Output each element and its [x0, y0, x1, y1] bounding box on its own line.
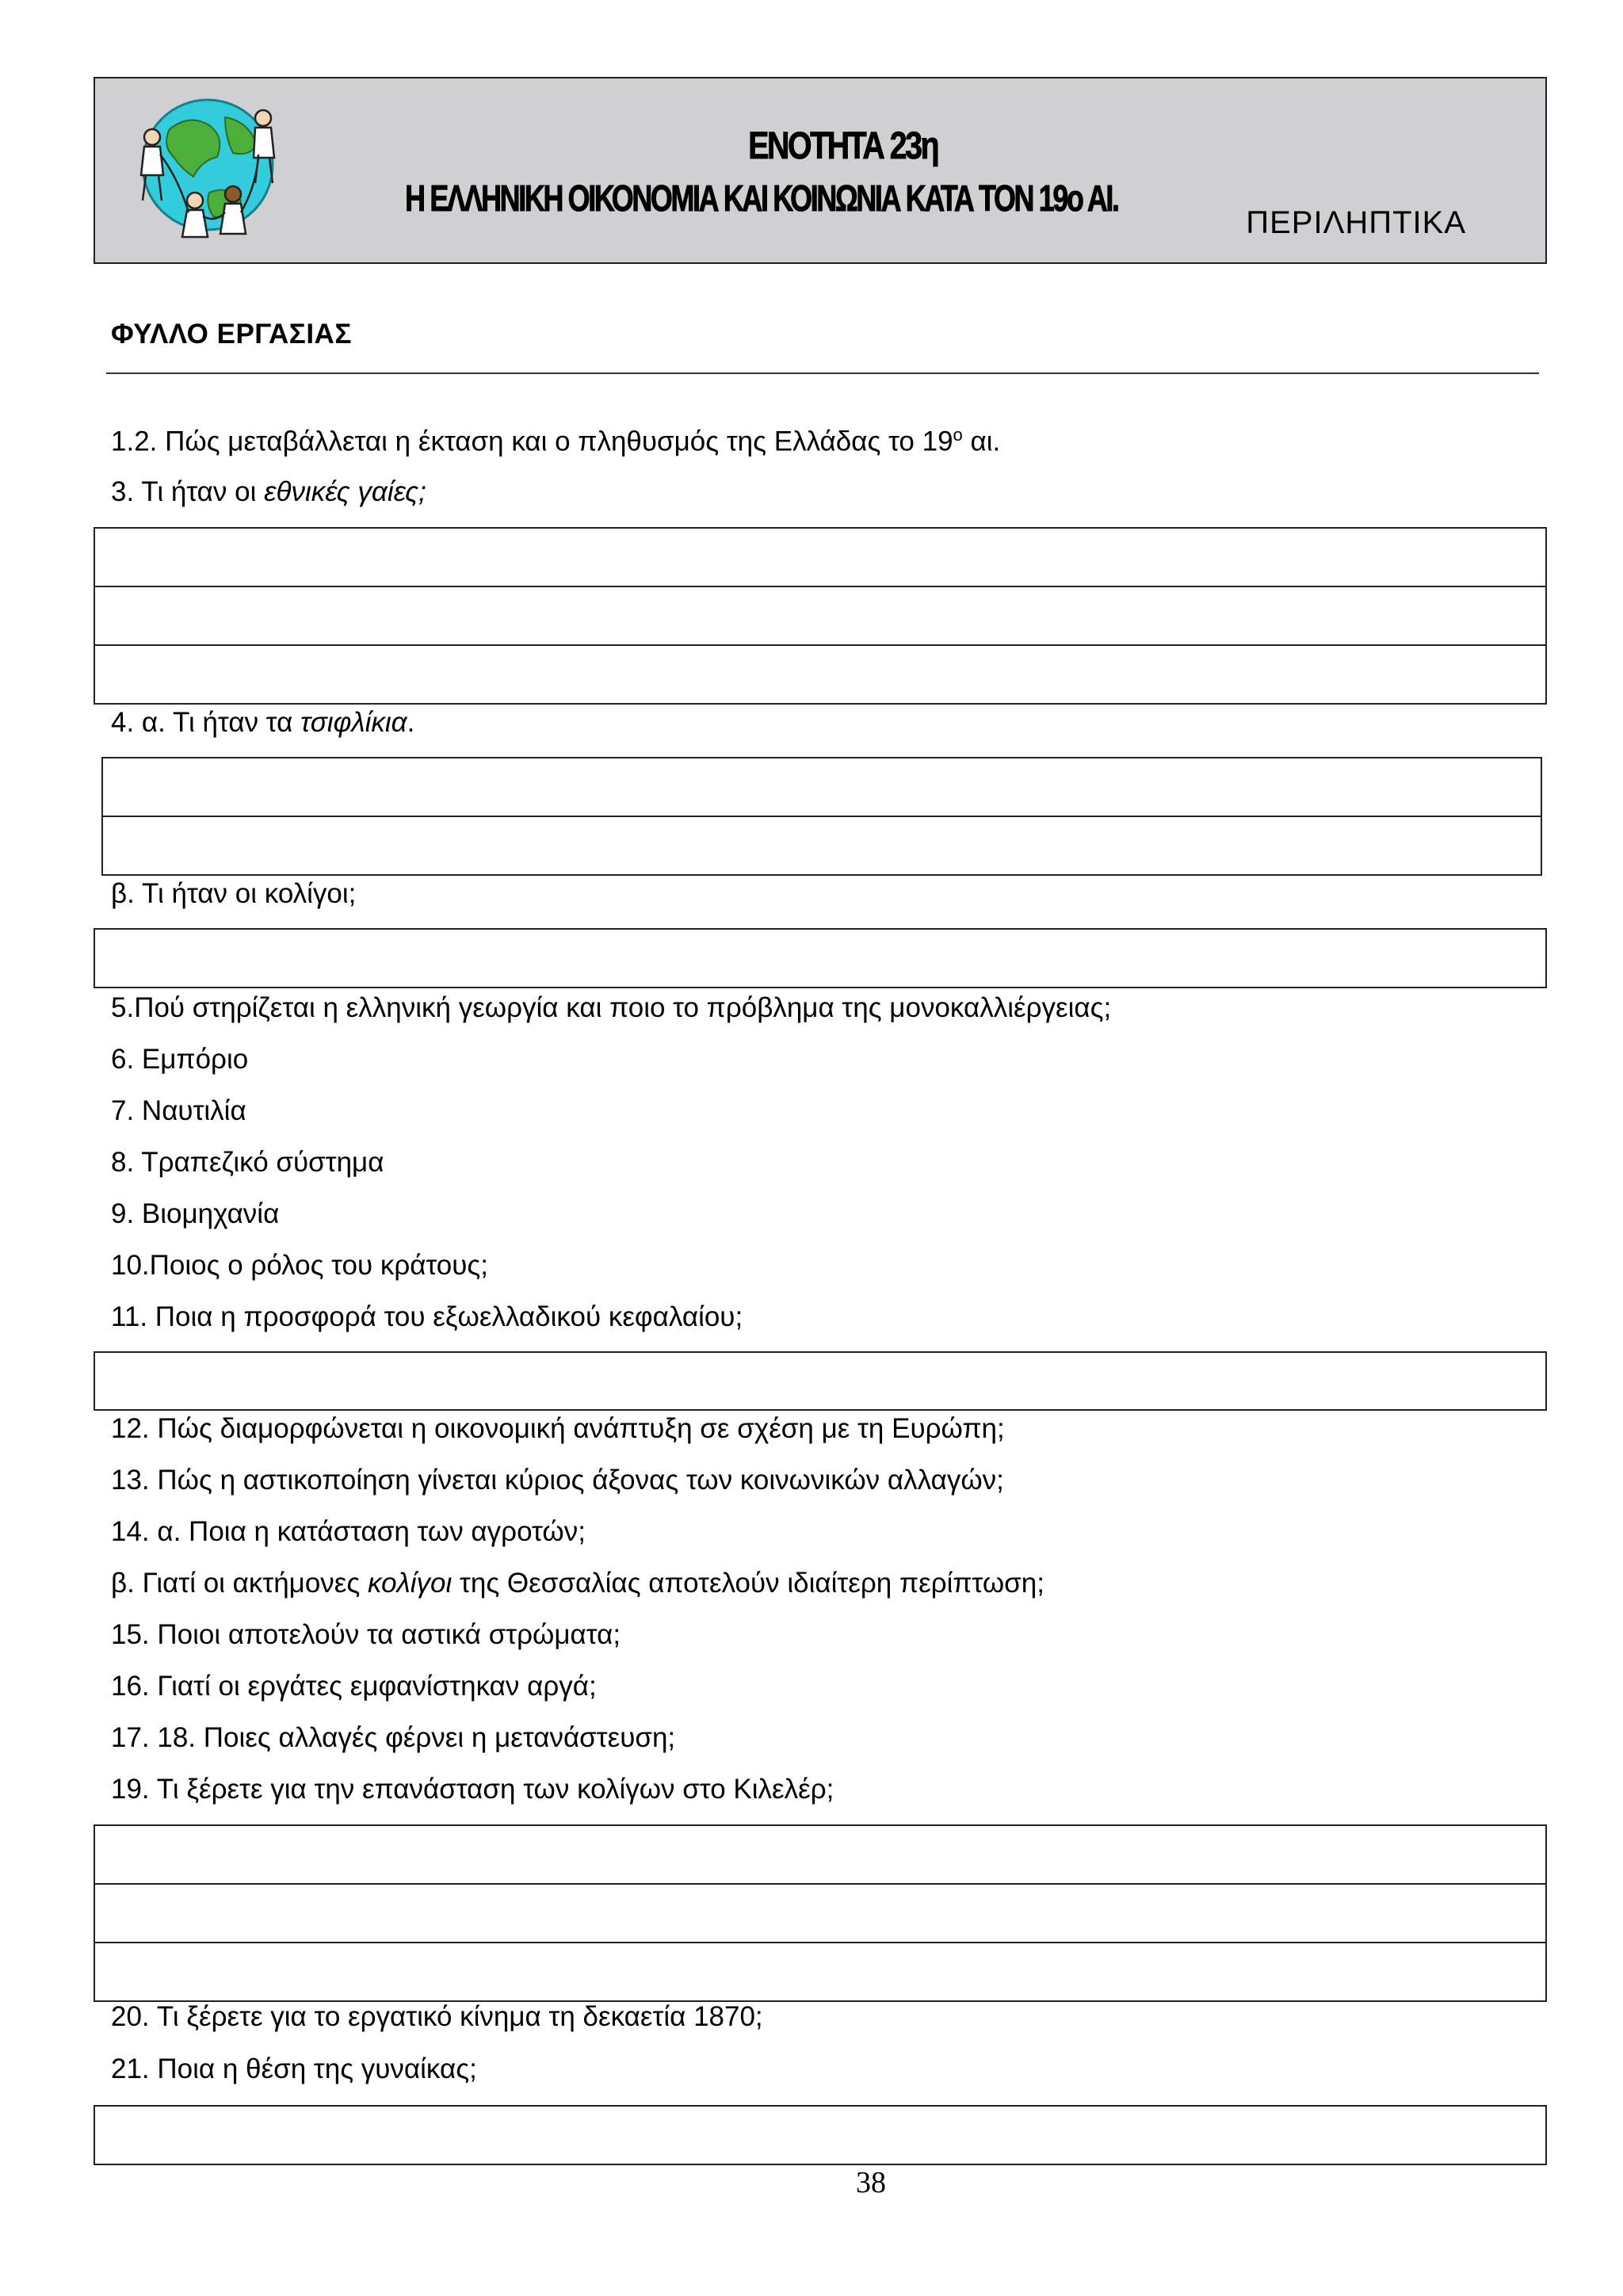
question-21: 21. Ποια η θέση της γυναίκας; — [111, 2053, 477, 2084]
unit-number: ΕΝΟΤΗΤΑ 23η — [748, 125, 938, 167]
answer-line — [95, 1942, 1545, 1943]
globe-with-children-icon — [114, 82, 296, 256]
question-text: 3. Τι ήταν οι — [111, 476, 265, 507]
question-text: β. Γιατί οι ακτήμονες — [111, 1568, 369, 1599]
question-text: . — [407, 707, 415, 738]
answer-box-11[interactable] — [94, 1351, 1547, 1411]
question-15: 15. Ποιοι αποτελούν τα αστικά στρώματα; — [111, 1619, 621, 1650]
answer-line — [103, 816, 1541, 817]
answer-box-3[interactable] — [94, 527, 1547, 705]
question-emphasis: κολίγοι — [368, 1568, 453, 1599]
answer-line — [95, 1883, 1545, 1885]
question-9: 9. Βιομηχανία — [111, 1198, 280, 1229]
answer-box-21[interactable] — [94, 2105, 1547, 2165]
question-19: 19. Τι ξέρετε για την επανάσταση των κολίγων στο Κιλελέρ; — [111, 1774, 834, 1805]
question-8: 8. Τραπεζικό σύστημα — [111, 1147, 384, 1178]
question-16: 16. Γιατί οι εργάτες εμφανίστηκαν αργά; — [111, 1671, 597, 1702]
question-11: 11. Ποια η προσφορά του εξωελλαδικού κεφαλαίου; — [111, 1301, 743, 1332]
question-7: 7. Ναυτιλία — [111, 1095, 246, 1126]
header-banner — [94, 77, 1547, 264]
question-6: 6. Εμπόριο — [111, 1044, 249, 1075]
page-number: 38 — [856, 2166, 886, 2199]
question-4b: β. Τι ήταν οι κολίγοι; — [111, 878, 357, 909]
worksheet-title: ΦΥΛΛΟ ΕΡΓΑΣΙΑΣ — [111, 319, 352, 350]
superscript: ο — [953, 425, 963, 445]
answer-line — [95, 644, 1545, 646]
question-14b — [111, 1568, 1044, 1599]
unit-title: Η ΕΛΛΗΝΙΚΗ ΟΙΚΟΝΟΜΙΑ ΚΑΙ ΚΟΙΝΩΝΙΑ ΚΑΤΑ ΤΟΝ 19ο ΑΙ. — [405, 178, 1118, 219]
question-10: 10.Ποιος ο ρόλος του κράτους; — [111, 1250, 488, 1281]
question-text: 1.2. Πώς μεταβάλλεται η έκταση και ο πληθυσμός της Ελλάδας το 19 — [111, 426, 953, 457]
answer-line — [95, 586, 1545, 587]
question-3 — [111, 476, 426, 508]
question-20: 20. Τι ξέρετε για το εργατικό κίνημα τη δεκαετία 1870; — [111, 2001, 763, 2032]
question-text: της Θεσσαλίας αποτελούν ιδιαίτερη περίπτωση; — [452, 1568, 1044, 1599]
divider — [106, 372, 1539, 374]
summary-tag: ΠΕΡΙΛΗΠΤΙΚΑ — [1246, 205, 1466, 240]
question-text: 4. α. Τι ήταν τα — [111, 707, 301, 738]
answer-box-4a[interactable] — [101, 757, 1542, 876]
question-12: 12. Πώς διαμορφώνεται η οικονομική ανάπτυξη σε σχέση με τη Ευρώπη; — [111, 1413, 1005, 1444]
question-4a — [111, 707, 414, 739]
question-14a: 14. α. Ποια η κατάσταση των αγροτών; — [111, 1516, 586, 1547]
question-emphasis: τσιφλίκια — [300, 707, 407, 738]
question-5: 5.Πού στηρίζεται η ελληνική γεωργία και ποιο το πρόβλημα της μονοκαλλιέργειας; — [111, 992, 1112, 1023]
question-emphasis: εθνικές γαίες; — [264, 476, 426, 507]
question-13: 13. Πώς η αστικοποίηση γίνεται κύριος άξονας των κοινωνικών αλλαγών; — [111, 1465, 1004, 1496]
question-1-2 — [111, 425, 1000, 458]
answer-box-4b[interactable] — [94, 928, 1547, 988]
question-17-18: 17. 18. Ποιες αλλαγές φέρνει η μετανάστευση; — [111, 1722, 676, 1753]
answer-box-19[interactable] — [94, 1824, 1547, 2002]
question-text: αι. — [962, 426, 1001, 457]
